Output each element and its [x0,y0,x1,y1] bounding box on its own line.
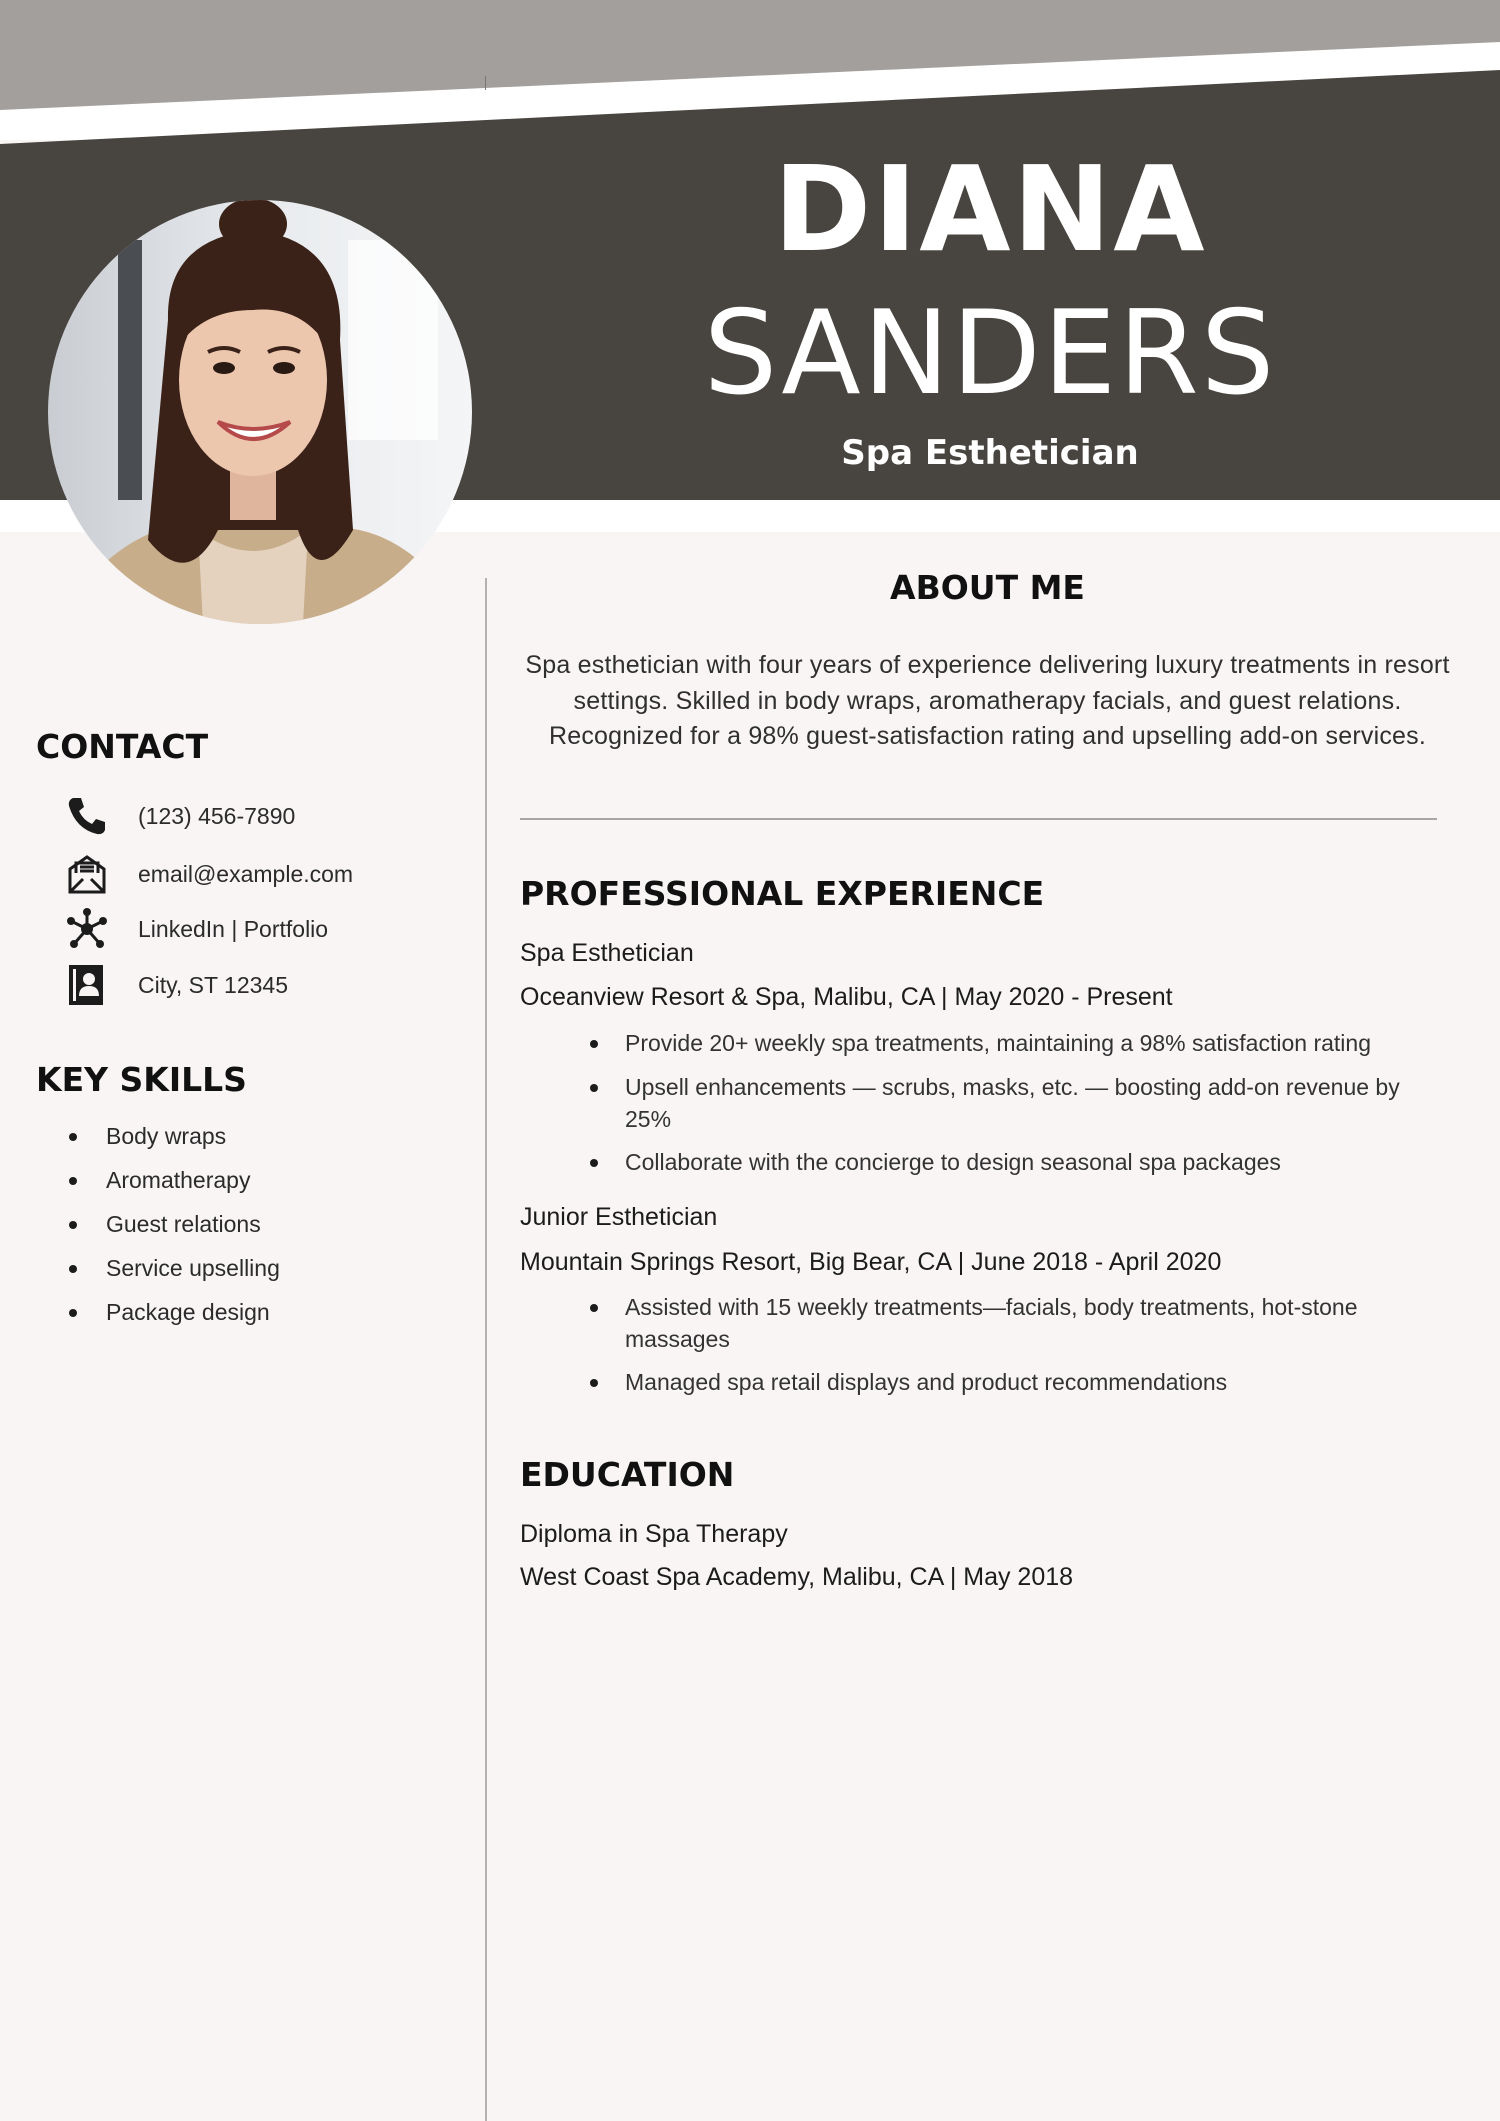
network-icon [64,906,110,952]
first-name: DIANA [773,140,1207,278]
profile-photo [48,200,472,624]
address-book-icon [64,962,110,1008]
last-name: SANDERS [703,286,1277,421]
contact-address-text: City, ST 12345 [138,972,289,998]
skill-item: Package design [36,1296,280,1340]
contact-phone-text: (123) 456-7890 [138,803,296,829]
job-title: Spa Esthetician [841,433,1139,473]
education-heading: EDUCATION [520,1455,735,1494]
contact-links-text: LinkedIn | Portfolio [138,916,329,942]
contact-heading: CONTACT [36,727,209,766]
experience-heading: PROFESSIONAL EXPERIENCE [520,874,1045,913]
skills-list [36,1120,280,1340]
contact-email-text: email@example.com [138,861,354,887]
column-divider-top [485,76,486,90]
job-role: Spa Esthetician [520,939,694,967]
education-school: West Coast Spa Academy, Malibu, CA | May 2018 [520,1563,1074,1591]
contact-email [64,851,464,899]
job-bullet: Collaborate with the concierge to design seasonal spa packages [625,1146,1445,1178]
section-rule [520,818,1437,820]
job-bullet: Managed spa retail displays and product recommendations [625,1366,1445,1398]
column-divider [485,578,487,2121]
skill-item: Body wraps [36,1120,280,1164]
contact-address [64,962,464,1010]
job-bullet: Provide 20+ weekly spa treatments, maintaining a 98% satisfaction rating [625,1027,1445,1059]
job-bullet: Upsell enhancements — scrubs, masks, etc. — boosting add-on revenue by 25% [625,1071,1445,1135]
contact-phone [64,793,464,841]
education-degree: Diploma in Spa Therapy [520,1520,788,1548]
skill-item: Service upselling [36,1252,280,1296]
skill-item: Aromatherapy [36,1164,280,1208]
contact-links [64,906,464,954]
job-bullet: Assisted with 15 weekly treatments—facials, body treatments, hot-stone massages [625,1291,1445,1355]
job-org: Oceanview Resort & Spa, Malibu, CA | May 2020 - Present [520,983,1173,1011]
job-org: Mountain Springs Resort, Big Bear, CA | June 2018 - April 2020 [520,1248,1222,1276]
phone-icon [64,793,110,839]
email-icon [64,851,110,897]
skills-heading: KEY SKILLS [36,1060,247,1099]
skill-item: Guest relations [36,1208,280,1252]
about-heading: ABOUT ME [890,568,1085,607]
about-text: Spa esthetician with four years of experience delivering luxury treatments in resort settings. Skilled in body wraps, aromatherapy facials, and guest relations. Recognized for a 98% guest-satisfaction rating and upselling add-on services. [525,651,1450,750]
job-role: Junior Esthetician [520,1203,718,1231]
